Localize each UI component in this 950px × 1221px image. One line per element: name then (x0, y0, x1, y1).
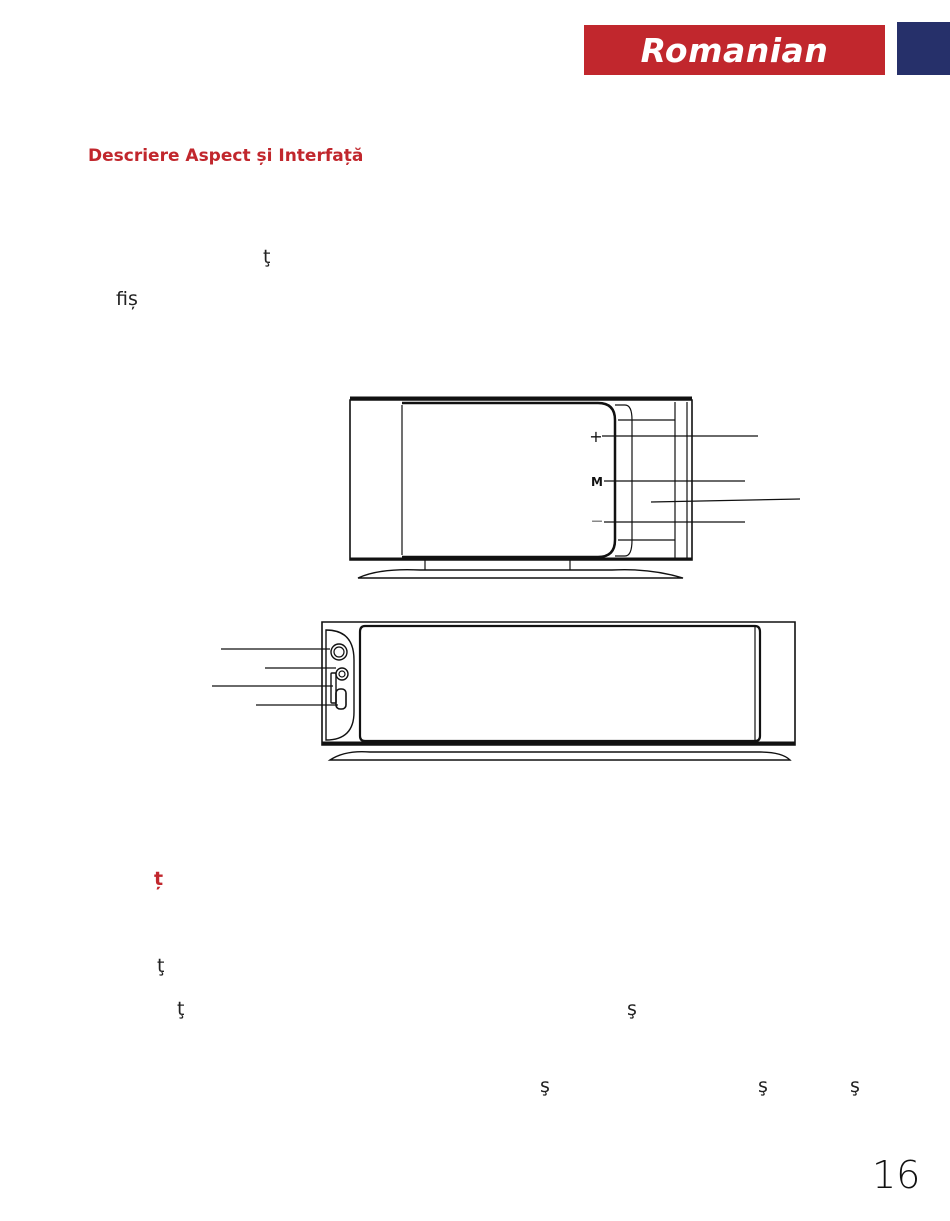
text-fragment: ş (627, 998, 637, 1020)
text-fragment: ş (758, 1075, 768, 1097)
side-view-drawing (212, 622, 795, 760)
text-fragment: fiș (116, 288, 138, 310)
text-fragment-red: ț (154, 868, 164, 890)
page-number: 16 (872, 1153, 921, 1197)
text-fragment: ţ (177, 998, 185, 1020)
section-title: Descriere Aspect și Interfață (88, 146, 364, 166)
text-fragment: ţ (157, 955, 165, 977)
plus-button-label: + (589, 427, 603, 446)
minus-button-label: — (591, 514, 603, 527)
text-fragment: ş (850, 1075, 860, 1097)
text-fragment: ţ (263, 246, 271, 268)
front-view-drawing (350, 398, 800, 578)
mode-button-label: M (591, 475, 603, 489)
language-badge: Romanian (584, 25, 885, 75)
text-fragment: ş (540, 1075, 550, 1097)
